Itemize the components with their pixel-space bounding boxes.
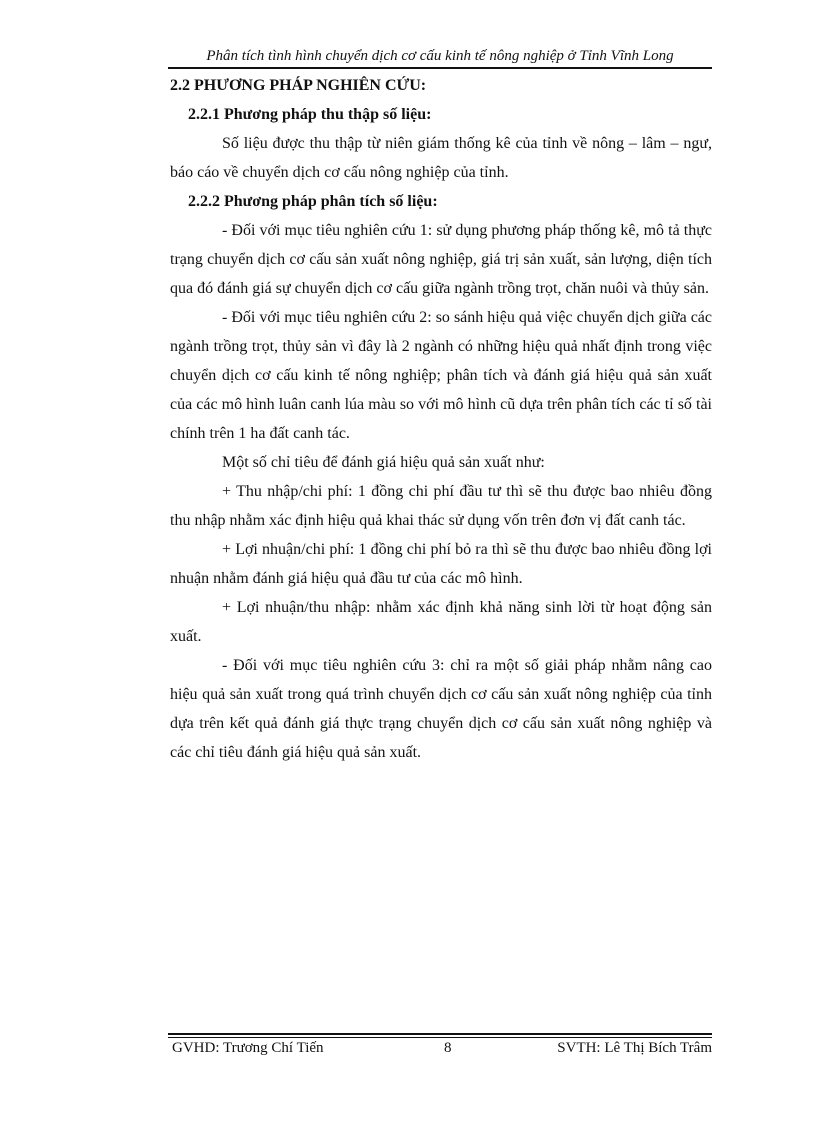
paragraph-data-collection: Số liệu được thu thập từ niên giám thống kê của tỉnh về nông – lâm – ngư, báo cáo về chuyển dịch cơ cấu nông nghiệp của tỉnh. <box>170 135 712 181</box>
subsection-heading-data-analysis: 2.2.2 Phương pháp phân tích số liệu: <box>188 193 438 210</box>
paragraph-objective-2: - Đối với mục tiêu nghiên cứu 2: so sánh hiệu quả việc chuyển dịch giữa các ngành trồng trọt, thủy sản vì đây là 2 ngành có những hiệu quả nhất định trong việc chuyển dịch cơ cấu kinh tế nông nghiệp; phân tích và đánh giá hiệu quả sản xuất của các mô hình luân canh lúa màu so với mô hình cũ dựa trên phân tích các tỉ số tài chính trên 1 ha đất canh tác. <box>170 309 712 442</box>
paragraph-indicators-intro: Một số chỉ tiêu để đánh giá hiệu quả sản xuất như: <box>222 454 545 471</box>
indicator-item: + Lợi nhuận/chi phí: 1 đồng chi phí bỏ ra thì sẽ thu được bao nhiêu đồng lợi nhuận nhằm đánh giá hiệu quả đầu tư của các mô hình. <box>170 541 712 587</box>
page-number: 8 <box>444 1040 452 1056</box>
paragraph-objective-1: - Đối với mục tiêu nghiên cứu 1: sử dụng phương pháp thống kê, mô tả thực trạng chuyển dịch cơ cấu sản xuất nông nghiệp, giá trị sản xuất, sản lượng, diện tích qua đó đánh giá sự chuyển dịch cơ cấu giữa ngành trồng trọt, chăn nuôi và thủy sản. <box>170 222 712 297</box>
indicator-item: + Thu nhập/chi phí: 1 đồng chi phí đầu tư thì sẽ thu được bao nhiêu đồng thu nhập nhằm xác định hiệu quả khai thác sử dụng vốn trên đơn vị đất canh tác. <box>170 483 712 529</box>
footer-rule-thin <box>168 1037 712 1038</box>
footer-rule-thick <box>168 1033 712 1035</box>
paragraph-objective-3: - Đối với mục tiêu nghiên cứu 3: chỉ ra một số giải pháp nhằm nâng cao hiệu quả sản xuất trong quá trình chuyển dịch cơ cấu sản xuất nông nghiệp của tỉnh dựa trên kết quả đánh giá thực trạng chuyển dịch cơ cấu sản xuất nông nghiệp và các chỉ tiêu đánh giá hiệu quả sản xuất. <box>170 657 712 761</box>
student-name: SVTH: Lê Thị Bích Trâm <box>557 1040 712 1056</box>
document-body <box>170 71 712 767</box>
subsection-heading-data-collection: 2.2.1 Phương pháp thu thập số liệu: <box>188 106 432 123</box>
running-header: Phân tích tình hình chuyển dịch cơ cấu kinh tế nông nghiệp ở Tỉnh Vĩnh Long <box>206 48 674 64</box>
indicator-item: + Lợi nhuận/thu nhập: nhằm xác định khả năng sinh lời từ hoạt động sản xuất. <box>170 599 712 645</box>
advisor-name: GVHD: Trương Chí Tiến <box>172 1040 324 1056</box>
header-rule <box>168 67 712 69</box>
section-heading: 2.2 PHƯƠNG PHÁP NGHIÊN CỨU: <box>170 77 427 94</box>
